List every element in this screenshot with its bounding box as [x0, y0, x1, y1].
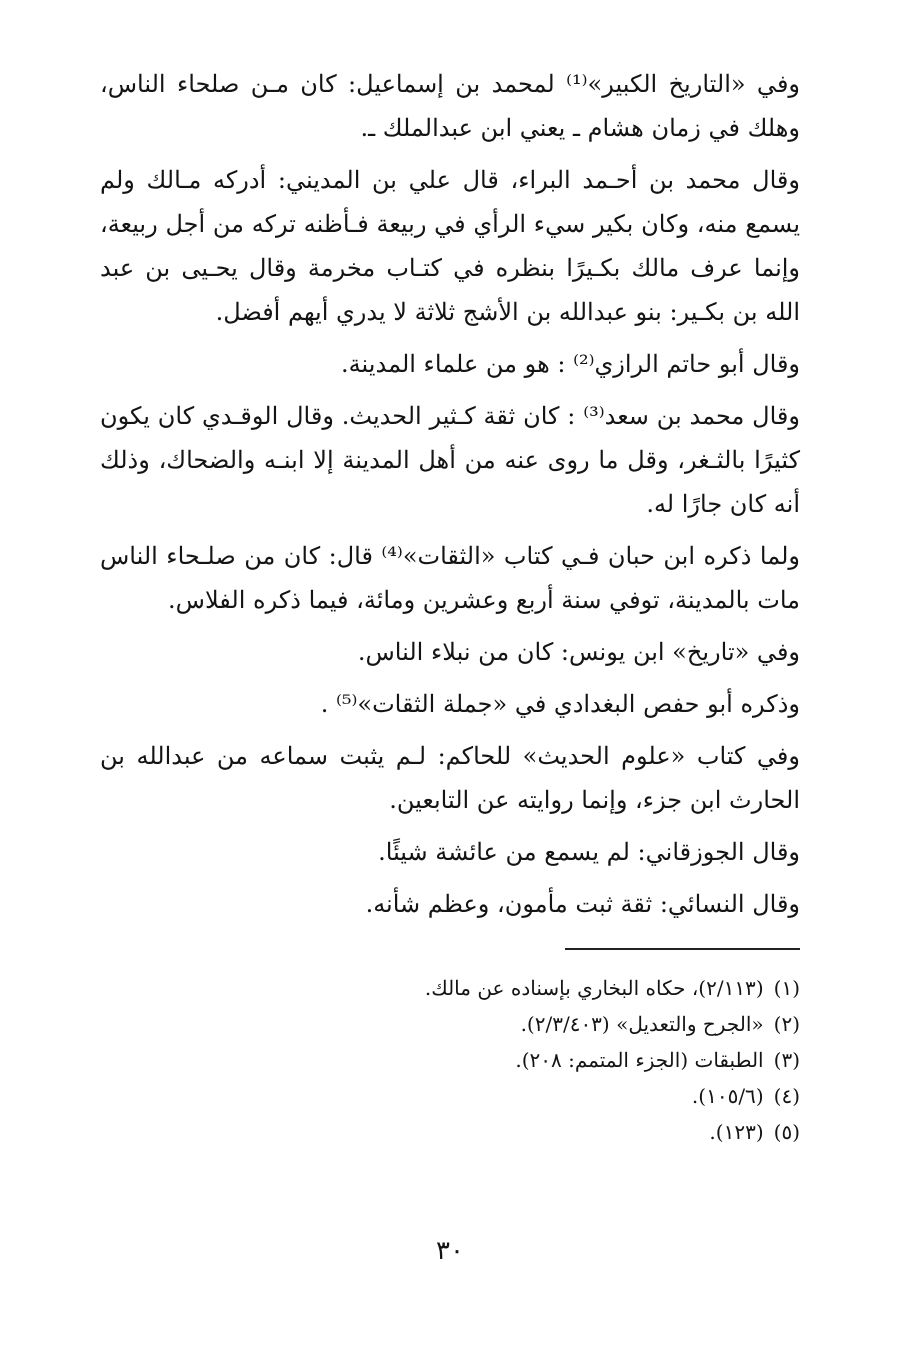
- paragraph: وفي «التاريخ الكبير»⁽¹⁾ لمحمد بن إسماعيل: كان مـن صلحاء الناس، وهلك في زمان هشام ـ يعني ابن عبدالملك ـ.: [100, 70, 801, 142]
- footnote-number: (١): [773, 976, 800, 1000]
- footnote: [100, 970, 800, 1006]
- paragraph: وقال الجوزقاني: لم يسمع من عائشة شيئًا.: [378, 838, 800, 866]
- footnote-text: (٢/١١٣)، حكاه البخاري بإسناده عن مالك.: [424, 976, 764, 1000]
- paragraph: وقال محمد بن أحـمد البراء، قال علي بن المديني: أدركه مـالك ولم يسمع منه، وكان بكير سيء الرأي في ربيعة فـأظنه تركه من أجل ربيعة، وإنما عرف مالك بكـيرًا بنظره في كتـاب مخرمة وقال يحـيى بن عبد الله بن بكـير: بنو عبدالله بن الأشج ثلاثة لا يدري أيهم أفضل.: [100, 166, 800, 326]
- paragraph: وقال أبو حاتم الرازي⁽²⁾ : هو من علماء المدينة.: [341, 350, 800, 378]
- footnote-divider: [565, 948, 800, 950]
- page-number: ٣٠: [436, 1236, 464, 1266]
- footnote: [100, 1078, 800, 1114]
- footnote-text: «الجرح والتعديل» (٢/٣/٤٠٣).: [520, 1012, 764, 1036]
- footnote-text: (١٠٥/٦).: [691, 1084, 764, 1108]
- footnote-number: (٣): [773, 1048, 800, 1072]
- paragraph: وذكره أبو حفص البغدادي في «جملة الثقات»⁽⁵⁾ .: [320, 690, 800, 718]
- footnote-number: (٥): [773, 1120, 800, 1144]
- footnote-number: (٢): [773, 1012, 800, 1036]
- footnote-number: (٤): [773, 1084, 800, 1108]
- page-body: [100, 62, 800, 1150]
- footnote: [100, 1114, 800, 1150]
- footnote: [100, 1042, 800, 1078]
- paragraph: وفي كتاب «علوم الحديث» للحاكم: لـم يثبت سماعه من عبدالله بن الحارث ابن جزء، وإنما روايته عن التابعين.: [100, 742, 800, 814]
- footnote-text: الطبقات (الجزء المتمم: ٢٠٨).: [515, 1048, 764, 1072]
- paragraph: وفي «تاريخ» ابن يونس: كان من نبلاء الناس.: [357, 638, 800, 666]
- paragraph: وقال النسائي: ثقة ثبت مأمون، وعظم شأنه.: [365, 890, 800, 918]
- footnote-text: (١٢٣).: [709, 1120, 764, 1144]
- paragraph: وقال محمد بن سعد⁽³⁾ : كان ثقة كـثير الحديث. وقال الوقـدي كان يكون كثيرًا بالثـغر، وقل ما روى عنه من أهل المدينة إلا ابنـه والضحاك، وذلك أنه كان جارًا له.: [100, 402, 800, 518]
- paragraph: ولما ذكره ابن حبان فـي كتاب «الثقات»⁽⁴⁾ قال: كان من صلـحاء الناس مات بالمدينة، توفي سنة أربع وعشرين ومائة، فيما ذكره الفلاس.: [100, 542, 800, 614]
- footnotes: [100, 970, 800, 1150]
- footnote: [100, 1006, 800, 1042]
